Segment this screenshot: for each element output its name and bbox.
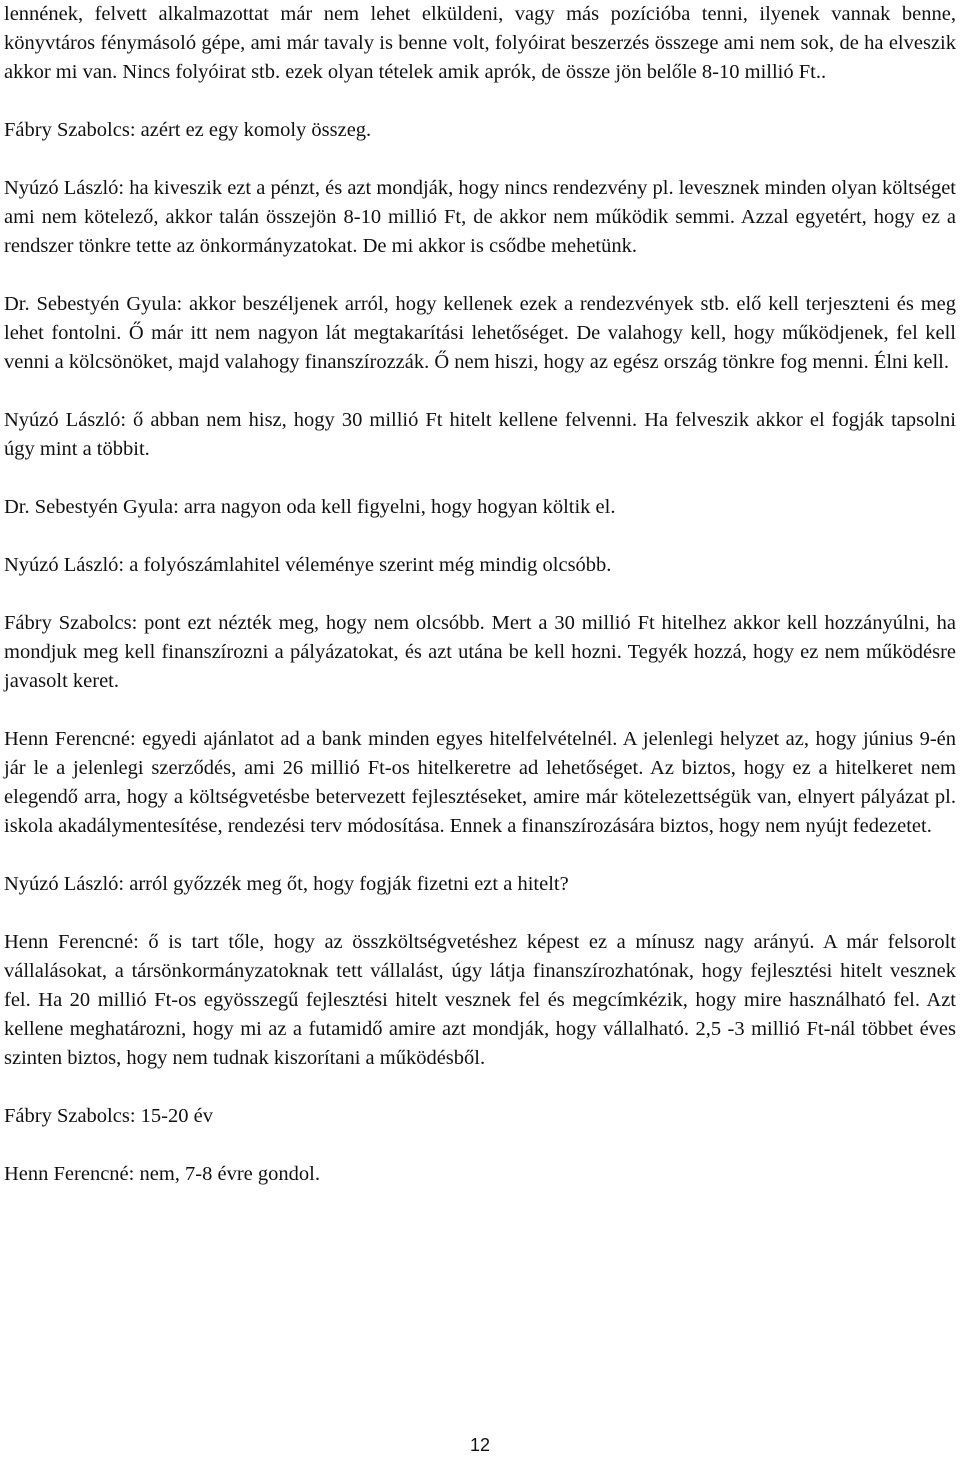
paragraph: Fábry Szabolcs: azért ez egy komoly összeg.	[4, 119, 372, 141]
paragraph: Nyúzó László: a folyószámlahitel véleménye szerint még mindig olcsóbb.	[4, 554, 612, 576]
paragraph: Dr. Sebestyén Gyula: akkor beszéljenek arról, hogy kellenek ezek a rendezvények stb. elő kell terjeszteni és meg lehet fontolni. Ő már itt nem nagyon lát megtakarítási lehetőséget. De valahogy kell, hogy működjenek, fel kell venni a kölcsönöket, majd valahogy finanszírozzák. Ő nem hiszi, hogy az egész ország tönkre fog menni. Élni kell.	[4, 293, 956, 373]
paragraph: Fábry Szabolcs: pont ezt nézték meg, hogy nem olcsóbb. Mert a 30 millió Ft hitelhez akkor kell hozzányúlni, ha mondjuk meg kell finanszírozni a pályázatokat, és azt utána be kell hozni. Tegyék hozzá, hogy ez nem működésre javasolt keret.	[4, 612, 956, 692]
paragraph: Dr. Sebestyén Gyula: arra nagyon oda kell figyelni, hogy hogyan költik el.	[4, 496, 616, 518]
paragraph: Henn Ferencné: ő is tart tőle, hogy az összköltségvetéshez képest ez a mínusz nagy arányú. A már felsorolt vállalásokat, a társönkormányzatoknak tett vállalást, úgy látja finanszírozhatónak, hogy fejlesztési hitelt vesznek fel. Ha 20 millió Ft-os egyösszegű fejlesztési hitelt vesznek fel és megcímkézik, hogy mire használható fel. Azt kellene meghatározni, hogy mi az a futamidő amire azt mondják, hogy vállalható. 2,5 -3 millió Ft-nál többet éves szinten biztos, hogy nem tudnak kiszorítani a működésből.	[4, 931, 956, 1069]
paragraph: lennének, felvett alkalmazottat már nem lehet elküldeni, vagy más pozícióba tenni, ilyenek vannak benne, könyvtáros fénymásoló gépe, ami már tavaly is benne volt, folyóirat beszerzés összege ami nem sok, de ha elveszik akkor mi van. Nincs folyóirat stb. ezek olyan tételek amik aprók, de össze jön belőle 8-10 millió Ft..	[4, 3, 956, 83]
paragraph: Nyúzó László: ha kiveszik ezt a pénzt, és azt mondják, hogy nincs rendezvény pl. levesznek minden olyan költséget ami nem kötelező, akkor talán összejön 8-10 millió Ft, de akkor nem működik semmi. Azzal egyetért, hogy ez a rendszer tönkre tette az önkormányzatokat. De mi akkor is csődbe mehetünk.	[4, 177, 956, 257]
paragraph: Fábry Szabolcs: 15-20 év	[4, 1105, 213, 1127]
paragraph: Nyúzó László: ő abban nem hisz, hogy 30 millió Ft hitelt kellene felvenni. Ha felveszik akkor el fogják tapsolni úgy mint a többit.	[4, 409, 956, 460]
page-number: 12	[469, 1435, 491, 1455]
paragraph: Henn Ferencné: egyedi ajánlatot ad a bank minden egyes hitelfelvételnél. A jelenlegi helyzet az, hogy június 9-én jár le a jelenlegi szerződés, ami 26 millió Ft-os hitelkeretre ad lehetőséget. Az biztos, hogy ez a hitelkeret nem elegendő arra, hogy a költségvetésbe betervezett fejlesztéseket, amire már kötelezettségük van, elnyert pályázat pl. iskola akadálymentesítése, rendezési terv módosítása. Ennek a finanszírozására biztos, hogy nem nyújt fedezetet.	[4, 728, 956, 837]
paragraph: Henn Ferencné: nem, 7-8 évre gondol.	[4, 1163, 320, 1185]
document-page	[4, 0, 956, 1189]
paragraph: Nyúzó László: arról győzzék meg őt, hogy fogják fizetni ezt a hitelt?	[4, 873, 569, 895]
